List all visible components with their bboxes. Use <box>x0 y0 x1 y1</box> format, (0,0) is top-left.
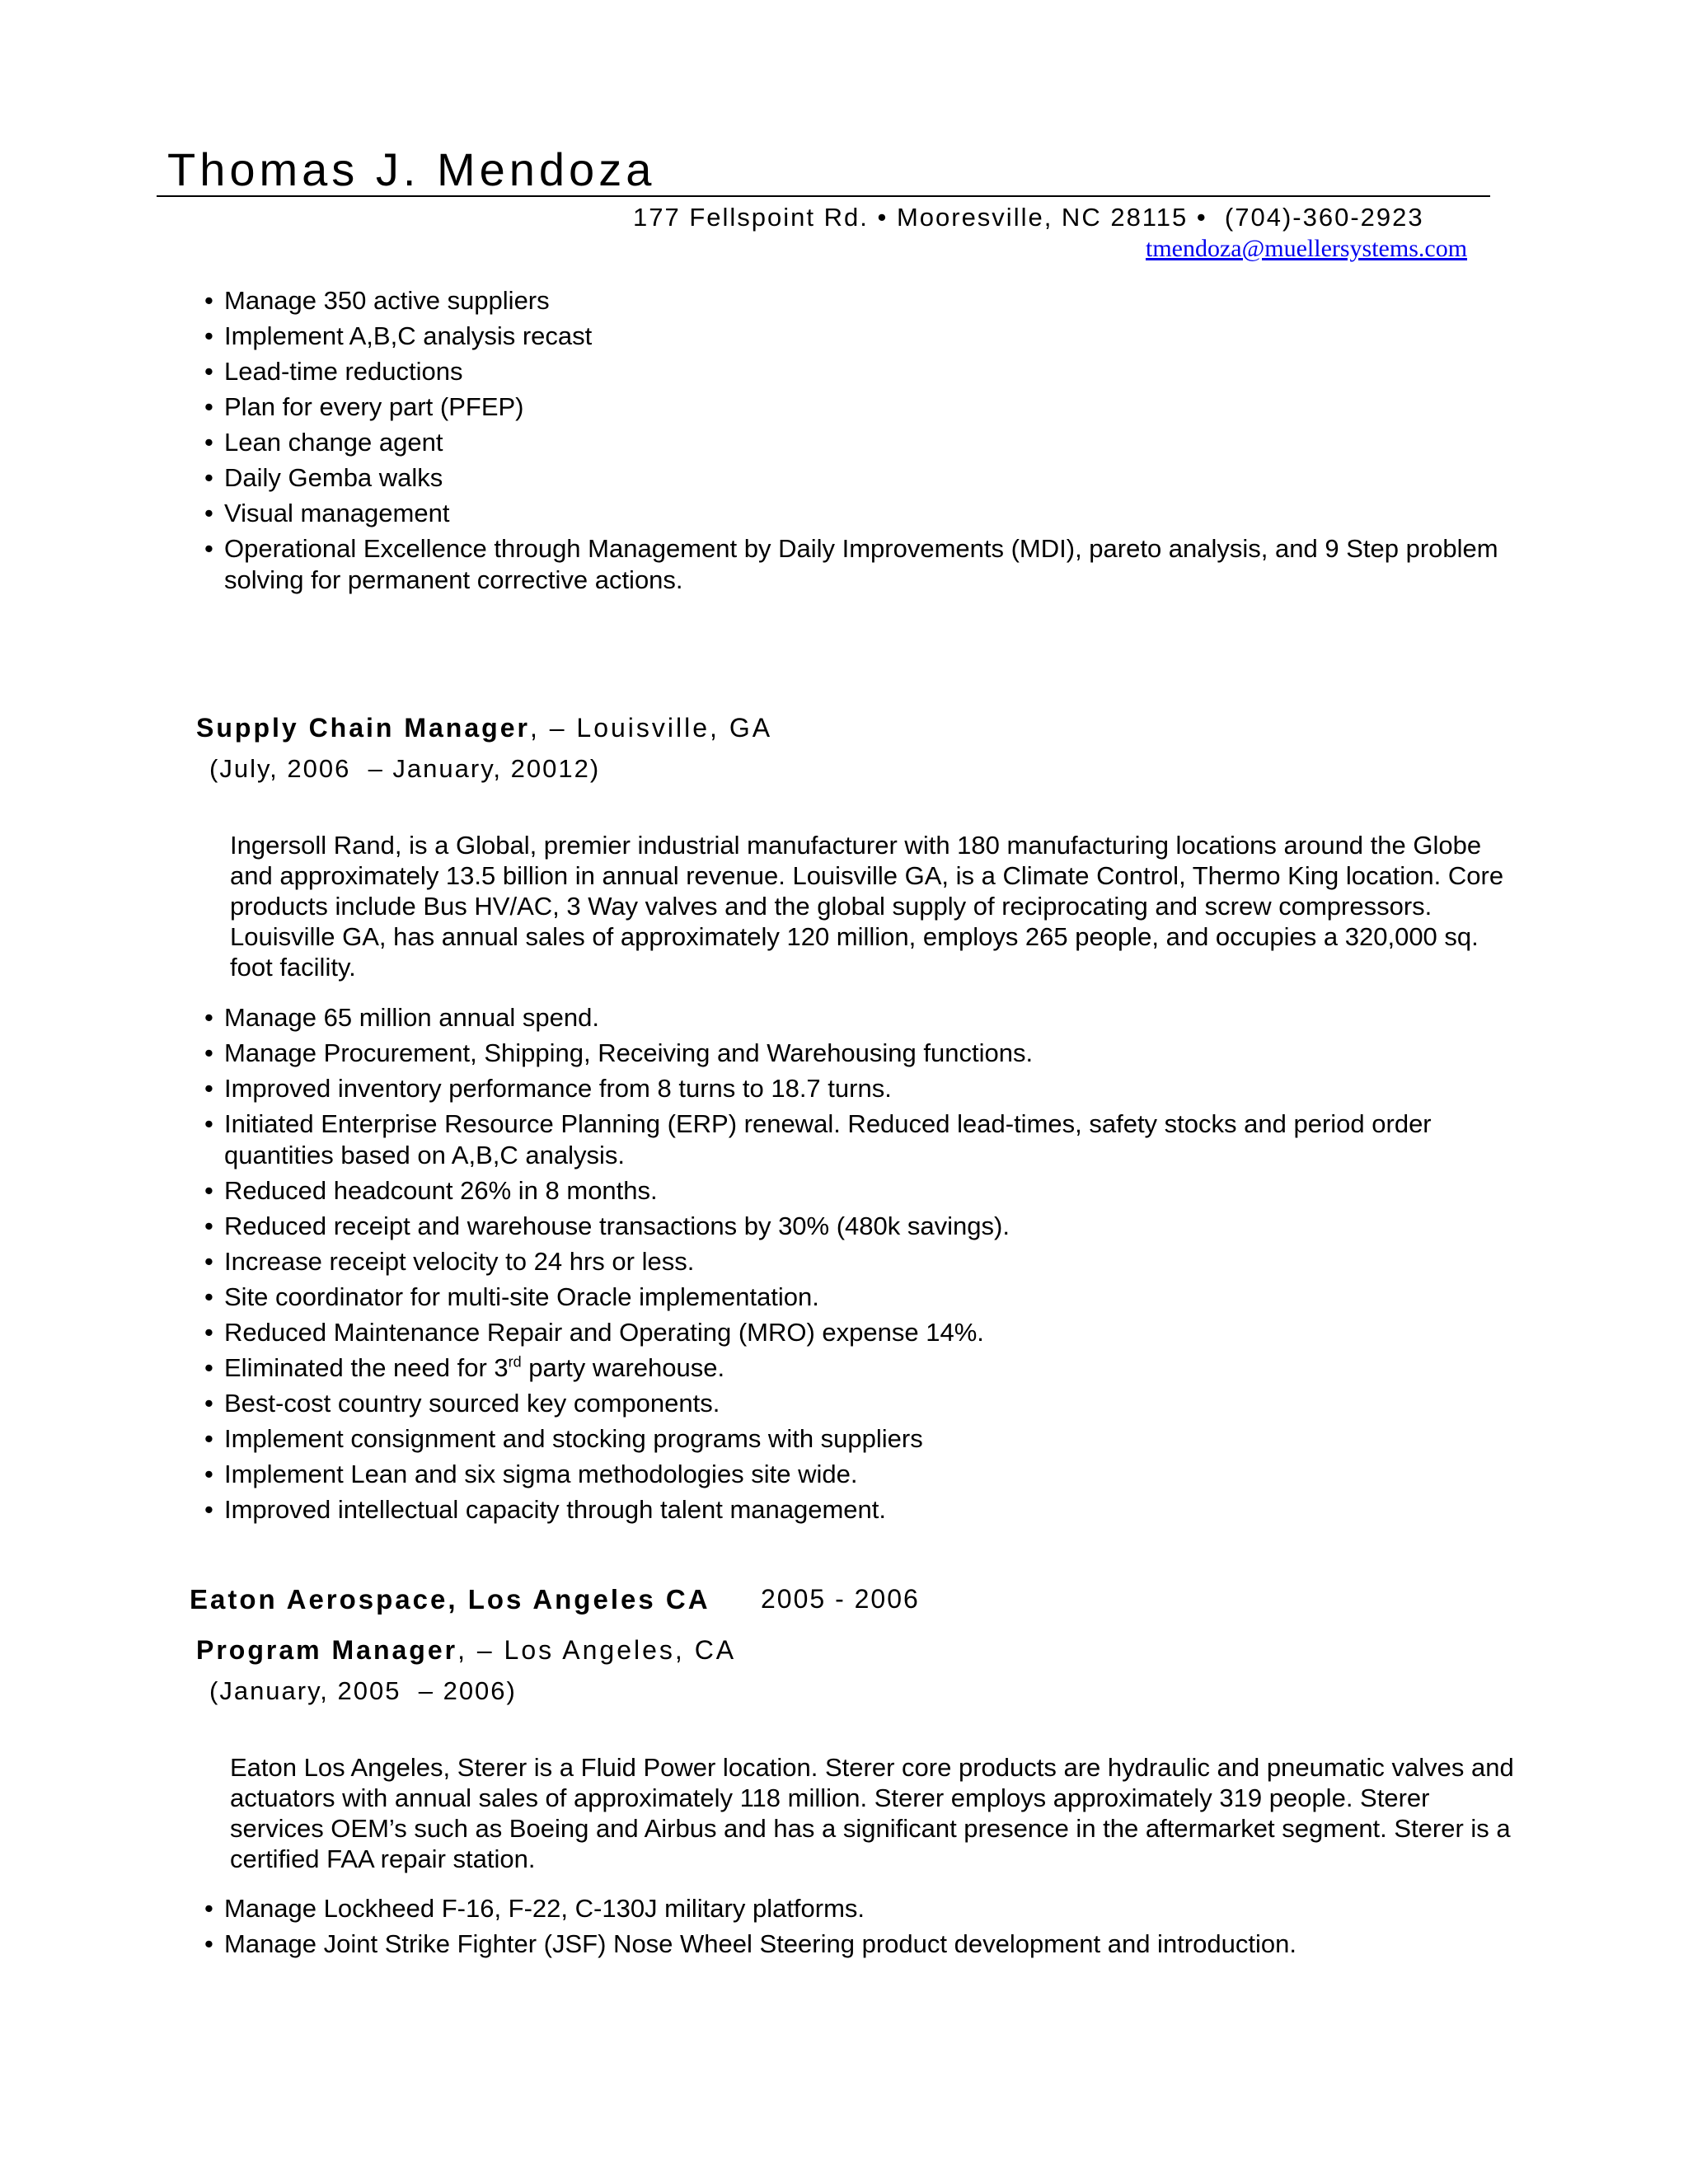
company-heading: Eaton Aerospace, Los Angeles CA <box>190 1584 710 1615</box>
list-item: • Reduced receipt and warehouse transactions by 30% (480k savings). <box>204 1211 1507 1242</box>
list-item: • Reduced headcount 26% in 8 months. <box>204 1175 1507 1207</box>
contact-address: 177 Fellspoint Rd. • Mooresville, NC 28115 • (704)-360-2923 <box>633 203 1424 232</box>
candidate-name: Thomas J. Mendoza <box>167 143 656 195</box>
intro-bullet-list <box>204 285 1507 600</box>
contact-email-link[interactable]: tmendoza@muellersystems.com <box>1146 235 1468 262</box>
job-dates: (July, 2006 – January, 20012) <box>209 754 601 783</box>
job-title: Supply Chain Manager <box>196 713 530 743</box>
list-item: • Improved inventory performance from 8 turns to 18.7 turns. <box>204 1073 1507 1104</box>
list-item: • Reduced Maintenance Repair and Operating (MRO) expense 14%. <box>204 1317 1507 1348</box>
list-item: • Operational Excellence through Management by Daily Improvements (MDI), pareto analysis, and 9 Step problem solving for permanent corrective actions. <box>204 533 1507 596</box>
list-item: • Lean change agent <box>204 427 1507 458</box>
list-item: • Implement A,B,C analysis recast <box>204 321 1507 352</box>
list-item: • Implement Lean and six sigma methodologies site wide. <box>204 1459 1507 1490</box>
company-description: Eaton Los Angeles, Sterer is a Fluid Power location. Sterer core products are hydraulic and pneumatic valves and actuators with annual sales of approximately 118 million. Sterer employs approximately 319 people. Sterer services OEM’s such as Boeing and Airbus and has a significant presence in the aftermarket segment. Sterer is a certified FAA repair station. <box>230 1753 1514 1873</box>
company-years: 2005 - 2006 <box>761 1584 920 1614</box>
list-item: • Manage 65 million annual spend. <box>204 1002 1507 1033</box>
job-location: , – Los Angeles, CA <box>457 1635 737 1665</box>
list-item: • Implement consignment and stocking programs with suppliers <box>204 1423 1507 1455</box>
list-item: • Manage 350 active suppliers <box>204 285 1507 316</box>
list-item: • Manage Lockheed F-16, F-22, C-130J military platforms. <box>204 1893 1507 1924</box>
list-item: • Visual management <box>204 498 1507 529</box>
job-location: , – Louisville, GA <box>529 713 773 743</box>
ordinal-suffix: rd <box>508 1353 522 1371</box>
job-dates: (January, 2005 – 2006) <box>209 1676 517 1705</box>
list-item: • Site coordinator for multi-site Oracle implementation. <box>204 1282 1507 1313</box>
list-item: • Manage Joint Strike Fighter (JSF) Nose Wheel Steering product development and introduction. <box>204 1929 1507 1960</box>
list-item: • Manage Procurement, Shipping, Receiving and Warehousing functions. <box>204 1038 1507 1069</box>
list-item <box>204 1352 1507 1384</box>
list-item-text: party warehouse. <box>521 1353 725 1382</box>
list-item: • Plan for every part (PFEP) <box>204 391 1507 423</box>
job1-bullet-list <box>204 1002 1507 1530</box>
company-description: Ingersoll Rand, is a Global, premier industrial manufacturer with 180 manufacturing locations around the Globe and approximately 13.5 billion in annual revenue. Louisville GA, is a Climate Control, Thermo King location. Core products include Bus HV/AC, 3 Way valves and the global supply of reciprocating and screw compressors. Louisville GA, has annual sales of approximately 120 million, employs 265 people, and occupies a 320,000 sq. foot facility. <box>230 831 1504 982</box>
list-item: • Daily Gemba walks <box>204 462 1507 494</box>
list-item: • Lead-time reductions <box>204 356 1507 387</box>
job2-bullet-list <box>204 1893 1507 1964</box>
list-item: • Improved intellectual capacity through talent management. <box>204 1494 1507 1526</box>
header-divider <box>157 195 1490 197</box>
job-title: Program Manager <box>196 1635 458 1665</box>
list-item: • Increase receipt velocity to 24 hrs or less. <box>204 1246 1507 1277</box>
list-item: • Initiated Enterprise Resource Planning (ERP) renewal. Reduced lead-times, safety stocks and period order quantities based on A,B,C analysis. <box>204 1108 1507 1171</box>
list-item: • Best-cost country sourced key components. <box>204 1388 1507 1419</box>
job-title-heading <box>196 713 772 743</box>
job-title-heading <box>196 1635 736 1666</box>
list-item-text: Eliminated the need for 3 <box>224 1353 509 1382</box>
